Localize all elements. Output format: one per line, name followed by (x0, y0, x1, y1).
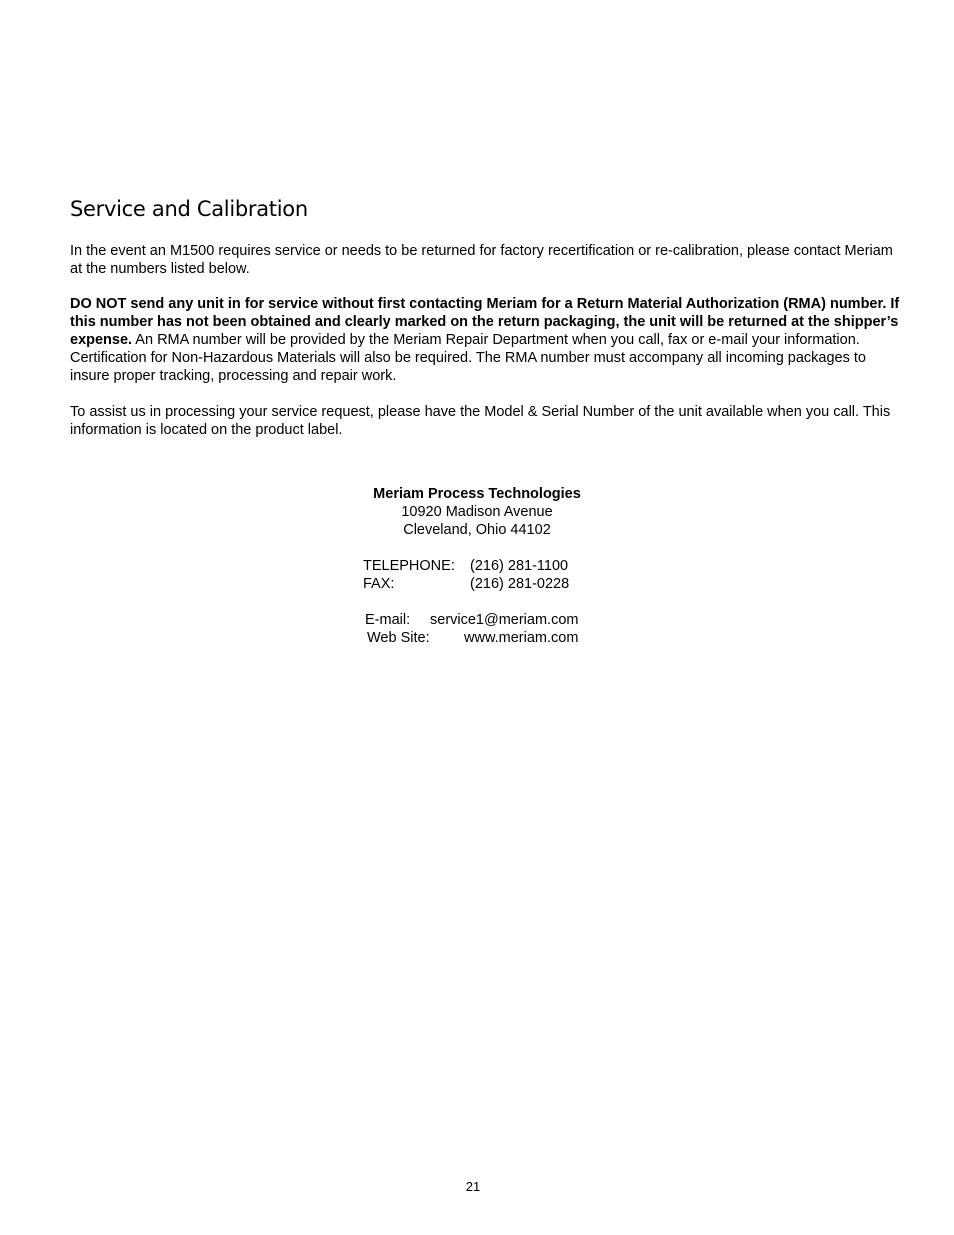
telephone-value: (216) 281-1100 (470, 558, 569, 574)
website-row (362, 629, 592, 647)
serial-number-paragraph: To assist us in processing your service request, please have the Model & Serial Number of the unit available when you call. This information is located on the product label. (70, 404, 891, 438)
rma-instructions: An RMA number will be provided by the Meriam Repair Department when you call, fax or e-mail your information. Certification for Non-Hazardous Materials will also be required. The RMA number must accompany all incoming packages to insure proper tracking, processing and repair work. (70, 332, 866, 384)
contact-block (0, 485, 954, 647)
rma-paragraph (70, 295, 900, 385)
fax-value: (216) 281-0228 (470, 576, 570, 592)
rma-warning-bold: DO NOT send any unit in for service without first contacting Meriam for a Return Material Authorization (RMA) number. If this number has not been obtained and clearly marked on the return packaging, the unit will be returned at the shipper’s expense. (70, 296, 900, 348)
address-line-1: 10920 Madison Avenue (401, 504, 553, 520)
telephone-label: TELEPHONE: (363, 558, 455, 574)
website-value: www.meriam.com (464, 630, 579, 646)
telephone-row (362, 557, 592, 575)
company-name: Meriam Process Technologies (373, 486, 581, 502)
email-value: service1@meriam.com (430, 612, 579, 628)
section-title: Service and Calibration (70, 197, 308, 221)
fax-row (362, 575, 592, 593)
email-label: E-mail: (365, 612, 411, 628)
fax-label: FAX: (363, 576, 395, 592)
page-number: 21 (465, 1179, 481, 1194)
address-line-2: Cleveland, Ohio 44102 (403, 522, 551, 538)
email-row (362, 611, 592, 629)
website-label: Web Site: (367, 630, 430, 646)
intro-paragraph: In the event an M1500 requires service or needs to be returned for factory recertification or re-calibration, please contact Meriam at the numbers listed below. (70, 243, 893, 277)
